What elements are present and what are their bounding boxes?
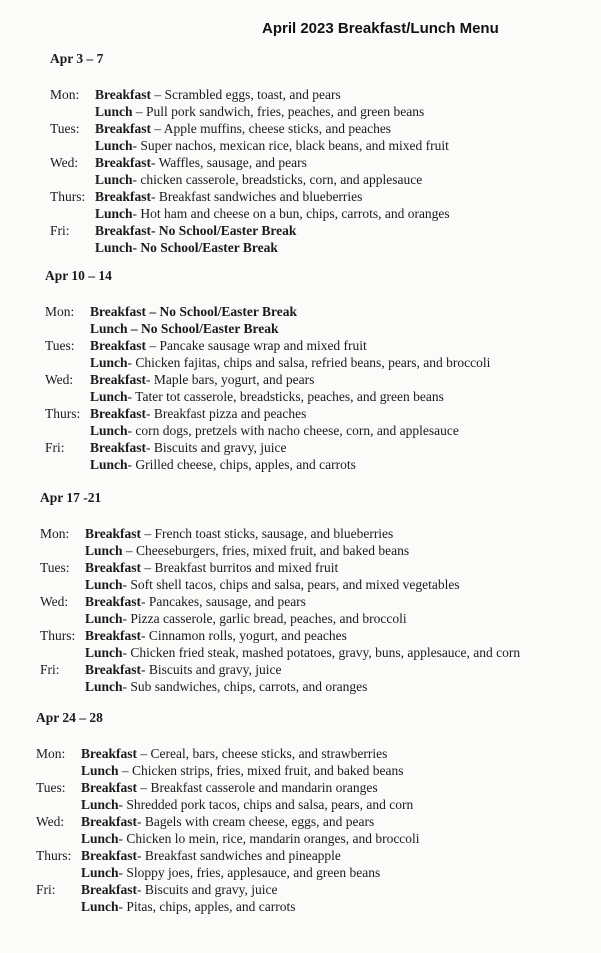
lunch-text: - chicken casserole, breadsticks, corn, and applesauce [132, 172, 423, 187]
lunch-label: Lunch [85, 577, 123, 592]
day-label: Fri: [45, 440, 65, 455]
breakfast-label: Breakfast [90, 338, 146, 353]
lunch-label: Lunch [81, 763, 119, 778]
lunch-item [95, 103, 424, 120]
day-label: Fri: [36, 882, 56, 897]
day-entry [40, 661, 368, 695]
breakfast-item [95, 188, 362, 205]
lunch-text: - Chicken lo mein, rice, mandarin oranges, and broccoli [118, 831, 420, 846]
day-entry [36, 745, 404, 779]
lunch-text: – No School/Easter Break [127, 321, 279, 336]
lunch-item [81, 762, 403, 779]
breakfast-text: – Cereal, bars, cheese sticks, and strawberries [137, 746, 388, 761]
breakfast-item [95, 120, 391, 137]
breakfast-text: - Breakfast sandwiches and pineapple [137, 848, 341, 863]
breakfast-label: Breakfast [85, 594, 141, 609]
lunch-item [95, 171, 422, 188]
day-entry [36, 847, 381, 881]
lunch-label: Lunch [85, 645, 123, 660]
breakfast-item [81, 813, 374, 830]
breakfast-item [90, 371, 314, 388]
lunch-label: Lunch [85, 543, 123, 558]
day-label: Wed: [45, 372, 74, 387]
day-label: Mon: [45, 304, 75, 319]
lunch-label: Lunch [85, 611, 123, 626]
lunch-label: Lunch [90, 423, 128, 438]
day-label: Thurs: [50, 189, 86, 204]
lunch-text: – Pull pork sandwich, fries, peaches, and green beans [132, 104, 425, 119]
week-section [50, 50, 450, 256]
day-entry [40, 559, 460, 593]
day-entry [45, 405, 459, 439]
breakfast-item [85, 525, 393, 542]
lunch-text: – Cheeseburgers, fries, mixed fruit, and baked beans [122, 543, 410, 558]
lunch-text: - Sub sandwiches, chips, carrots, and oranges [122, 679, 368, 694]
breakfast-label: Breakfast [85, 560, 141, 575]
lunch-item [95, 205, 450, 222]
breakfast-label: Breakfast [81, 746, 137, 761]
lunch-text: - Pizza casserole, garlic bread, peaches, and broccoli [122, 611, 407, 626]
breakfast-label: Breakfast [85, 628, 141, 643]
day-entry [36, 779, 414, 813]
breakfast-item [85, 559, 338, 576]
breakfast-text: - Maple bars, yogurt, and pears [146, 372, 315, 387]
lunch-item [90, 388, 444, 405]
page-title: April 2023 Breakfast/Lunch Menu [262, 20, 499, 37]
day-entry [36, 881, 296, 915]
breakfast-item [90, 337, 367, 354]
lunch-item [81, 830, 420, 847]
breakfast-item [85, 661, 281, 678]
breakfast-label: Breakfast [85, 662, 141, 677]
breakfast-text: - Breakfast pizza and peaches [146, 406, 307, 421]
lunch-text: - Pitas, chips, apples, and carrots [118, 899, 296, 914]
breakfast-text: - Waffles, sausage, and pears [151, 155, 307, 170]
breakfast-item [95, 86, 341, 103]
lunch-label: Lunch [81, 899, 119, 914]
day-label: Thurs: [45, 406, 81, 421]
lunch-text: - No School/Easter Break [132, 240, 278, 255]
breakfast-text: - Cinnamon rolls, yogurt, and peaches [141, 628, 347, 643]
lunch-item [85, 610, 407, 627]
breakfast-text: – Pancake sausage wrap and mixed fruit [146, 338, 367, 353]
day-label: Tues: [45, 338, 75, 353]
breakfast-text: – No School/Easter Break [146, 304, 298, 319]
lunch-text: - Soft shell tacos, chips and salsa, pears, and mixed vegetables [122, 577, 460, 592]
day-entry [45, 371, 444, 405]
week-range-heading: Apr 24 – 28 [36, 710, 103, 725]
lunch-item [90, 422, 459, 439]
breakfast-label: Breakfast [81, 882, 137, 897]
breakfast-text: – French toast sticks, sausage, and blueberries [141, 526, 394, 541]
breakfast-label: Breakfast [81, 848, 137, 863]
day-label: Mon: [50, 87, 80, 102]
breakfast-text: - Pancakes, sausage, and pears [141, 594, 306, 609]
day-label: Fri: [40, 662, 60, 677]
day-label: Wed: [50, 155, 79, 170]
lunch-text: - Chicken fried steak, mashed potatoes, gravy, buns, applesauce, and corn [122, 645, 521, 660]
lunch-item [81, 796, 413, 813]
day-label: Thurs: [36, 848, 72, 863]
breakfast-text: – Breakfast burritos and mixed fruit [141, 560, 339, 575]
lunch-item [95, 239, 278, 256]
lunch-text: – Chicken strips, fries, mixed fruit, and baked beans [118, 763, 404, 778]
week-section [45, 267, 491, 473]
lunch-item [90, 456, 356, 473]
breakfast-item [85, 593, 306, 610]
lunch-item [85, 542, 409, 559]
week-section [36, 709, 420, 915]
lunch-label: Lunch [95, 104, 133, 119]
lunch-label: Lunch [95, 240, 133, 255]
lunch-label: Lunch [81, 797, 119, 812]
day-label: Mon: [36, 746, 66, 761]
breakfast-text: - Biscuits and gravy, juice [146, 440, 287, 455]
lunch-text: - Grilled cheese, chips, apples, and carrots [127, 457, 356, 472]
lunch-text: - Super nachos, mexican rice, black beans, and mixed fruit [132, 138, 449, 153]
lunch-label: Lunch [90, 457, 128, 472]
week-range-heading: Apr 3 – 7 [50, 51, 104, 66]
day-label: Wed: [40, 594, 69, 609]
lunch-text: - Hot ham and cheese on a bun, chips, carrots, and oranges [132, 206, 450, 221]
lunch-label: Lunch [95, 172, 133, 187]
breakfast-item [81, 745, 387, 762]
lunch-text: - corn dogs, pretzels with nacho cheese, corn, and applesauce [127, 423, 459, 438]
lunch-label: Lunch [81, 831, 119, 846]
breakfast-label: Breakfast [81, 814, 137, 829]
breakfast-item [85, 627, 347, 644]
breakfast-label: Breakfast [90, 440, 146, 455]
day-entry [40, 525, 410, 559]
day-entry [45, 337, 491, 371]
lunch-item [85, 576, 460, 593]
lunch-item [85, 678, 367, 695]
day-entry [50, 188, 450, 222]
day-entry [40, 593, 407, 627]
breakfast-label: Breakfast [90, 304, 146, 319]
week-range-heading: Apr 10 – 14 [45, 268, 112, 283]
day-label: Tues: [50, 121, 80, 136]
breakfast-label: Breakfast [95, 87, 151, 102]
breakfast-label: Breakfast [81, 780, 137, 795]
breakfast-text: - Breakfast sandwiches and blueberries [151, 189, 363, 204]
lunch-item [90, 354, 490, 371]
lunch-item [81, 864, 380, 881]
breakfast-item [90, 439, 286, 456]
day-label: Tues: [36, 780, 66, 795]
breakfast-item [90, 303, 297, 320]
lunch-text: - Tater tot casserole, breadsticks, peaches, and green beans [127, 389, 444, 404]
breakfast-label: Breakfast [95, 223, 151, 238]
breakfast-text: – Scrambled eggs, toast, and pears [151, 87, 341, 102]
breakfast-text: – Apple muffins, cheese sticks, and peaches [151, 121, 392, 136]
breakfast-text: – Breakfast casserole and mandarin oranges [137, 780, 378, 795]
lunch-label: Lunch [90, 389, 128, 404]
breakfast-item [81, 779, 378, 796]
lunch-text: - Shredded pork tacos, chips and salsa, pears, and corn [118, 797, 414, 812]
breakfast-text: - Biscuits and gravy, juice [141, 662, 282, 677]
breakfast-label: Breakfast [90, 372, 146, 387]
day-label: Wed: [36, 814, 65, 829]
day-label: Thurs: [40, 628, 76, 643]
breakfast-label: Breakfast [85, 526, 141, 541]
day-entry [45, 303, 298, 337]
lunch-item [90, 320, 279, 337]
lunch-label: Lunch [95, 138, 133, 153]
breakfast-item [95, 222, 296, 239]
day-entry [50, 120, 449, 154]
breakfast-item [90, 405, 306, 422]
breakfast-text: - Biscuits and gravy, juice [137, 882, 278, 897]
breakfast-item [81, 847, 341, 864]
lunch-label: Lunch [95, 206, 133, 221]
day-label: Tues: [40, 560, 70, 575]
day-label: Fri: [50, 223, 70, 238]
day-label: Mon: [40, 526, 70, 541]
week-range-heading: Apr 17 -21 [40, 490, 102, 505]
day-entry [45, 439, 356, 473]
lunch-label: Lunch [81, 865, 119, 880]
breakfast-label: Breakfast [95, 121, 151, 136]
breakfast-label: Breakfast [95, 155, 151, 170]
lunch-item [81, 898, 296, 915]
lunch-item [85, 644, 520, 661]
lunch-label: Lunch [90, 321, 128, 336]
lunch-label: Lunch [90, 355, 128, 370]
lunch-text: - Sloppy joes, fries, applesauce, and green beans [118, 865, 381, 880]
day-entry [36, 813, 420, 847]
week-section [40, 489, 521, 695]
day-entry [40, 627, 521, 661]
breakfast-label: Breakfast [90, 406, 146, 421]
breakfast-item [95, 154, 307, 171]
day-entry [50, 86, 425, 120]
breakfast-label: Breakfast [95, 189, 151, 204]
breakfast-item [81, 881, 277, 898]
lunch-text: - Chicken fajitas, chips and salsa, refried beans, pears, and broccoli [127, 355, 491, 370]
lunch-label: Lunch [85, 679, 123, 694]
breakfast-text: - No School/Easter Break [151, 223, 297, 238]
day-entry [50, 222, 297, 256]
lunch-item [95, 137, 449, 154]
breakfast-text: - Bagels with cream cheese, eggs, and pears [137, 814, 375, 829]
day-entry [50, 154, 423, 188]
